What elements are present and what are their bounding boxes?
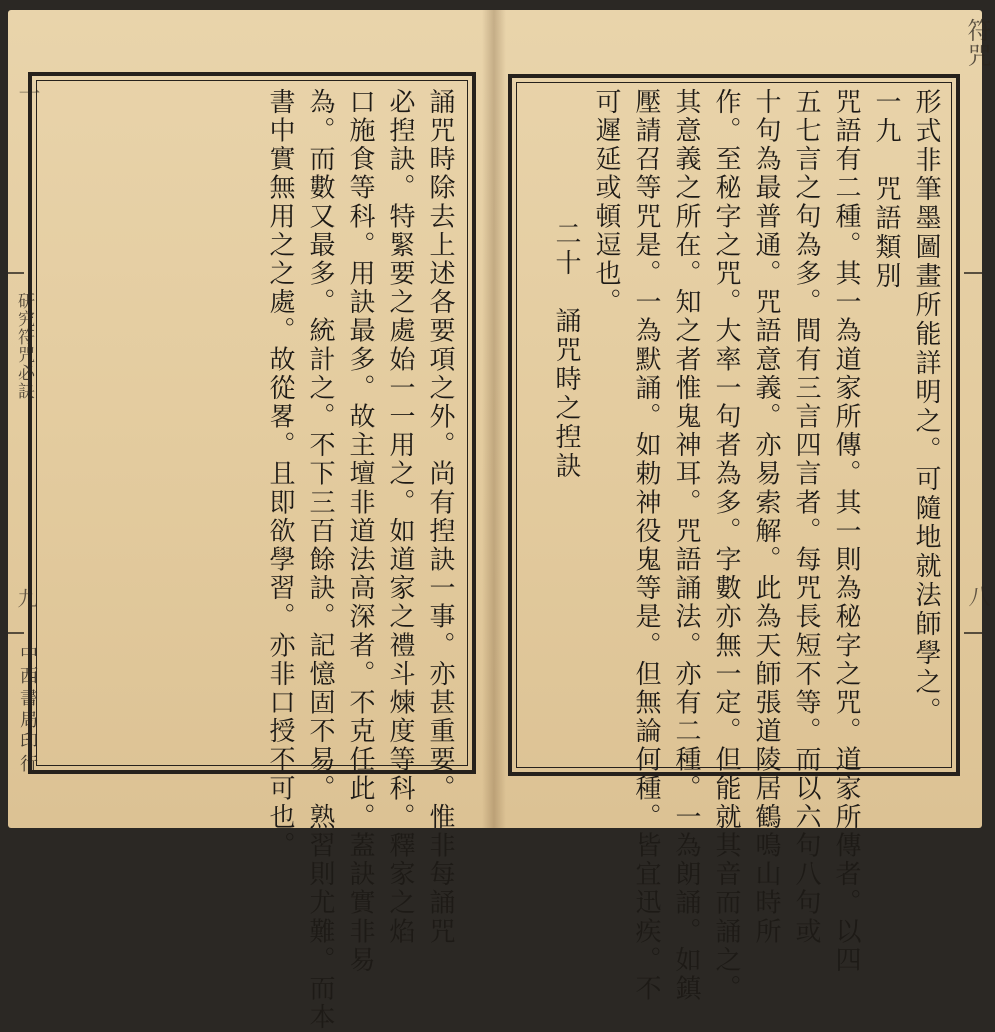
left-text-column-1: 誦咒時除去上述各要項之外。尚有揑訣一事。亦甚重要。惟非每誦咒 — [425, 88, 455, 946]
right-edge-rule-bottom — [964, 632, 982, 634]
left-edge-rule-bottom — [8, 632, 24, 634]
right-edge-title: 符咒 — [963, 18, 991, 68]
left-text-column-4: 為。而數又最多。統計之。不下三百餘訣。記憶固不易。熟習則尤難。而本 — [305, 88, 335, 1032]
right-text-column-8: 壓請召等咒是。一為默誦。如勅神役鬼等是。但無論何種。皆宜迅疾。不 — [631, 88, 661, 1004]
left-edge-publisher: 中西書局印行 — [17, 644, 38, 776]
right-text-column-7: 其意義之所在。知之者惟鬼神耳。咒語誦法。亦有二種。一為朗誦。如鎮 — [671, 88, 701, 1004]
left-text-column-5: 書中實無用之之處。故從畧。且即欲學習。亦非口授不可也。 — [265, 88, 295, 861]
section-heading-19: 一九 咒語類別 — [871, 88, 901, 291]
right-edge-page-number: 八 — [965, 585, 990, 607]
left-text-column-3: 口施食等科。用訣最多。故主壇非道法高深者。不克任此。蓋訣實非易 — [345, 88, 375, 975]
right-text-column-3: 咒語有二種。其一為道家所傳。其一則為秘字之咒。道家所傳者。以四 — [831, 88, 861, 975]
left-edge-page-number: 九 — [14, 588, 38, 608]
left-page — [8, 10, 494, 1032]
right-text-column-1: 形式非筆墨圖畫所能詳明之。可隨地就法師學之。 — [911, 88, 941, 726]
right-page — [494, 10, 991, 1004]
right-text-column-5: 十句為最普通。咒語意義。亦易索解。此為天師張道陵居鶴鳴山時所 — [751, 88, 781, 946]
right-edge-rule-top — [964, 272, 982, 274]
book-gutter-shadow — [482, 10, 506, 828]
right-text-column-9: 可遲延或頓逗也。 — [591, 88, 621, 317]
left-edge-rule-top — [8, 272, 24, 274]
left-text-column-2: 必揑訣。特緊要之處始一一用之。如道家之禮斗煉度等科。釋家之焰 — [385, 88, 415, 946]
left-edge-subtitle: 研究符咒必訣 — [14, 292, 34, 400]
right-text-column-6: 作。至秘字之咒。大率一句者為多。字數亦無一定。但能就其音而誦之。 — [711, 88, 741, 1004]
section-heading-20: 二十 誦咒時之揑訣 — [551, 220, 581, 481]
right-text-column-4: 五七言之句為多。間有三言四言者。每咒長短不等。而以六句八句或 — [791, 88, 821, 946]
left-edge-fragment: 一 — [15, 82, 40, 104]
